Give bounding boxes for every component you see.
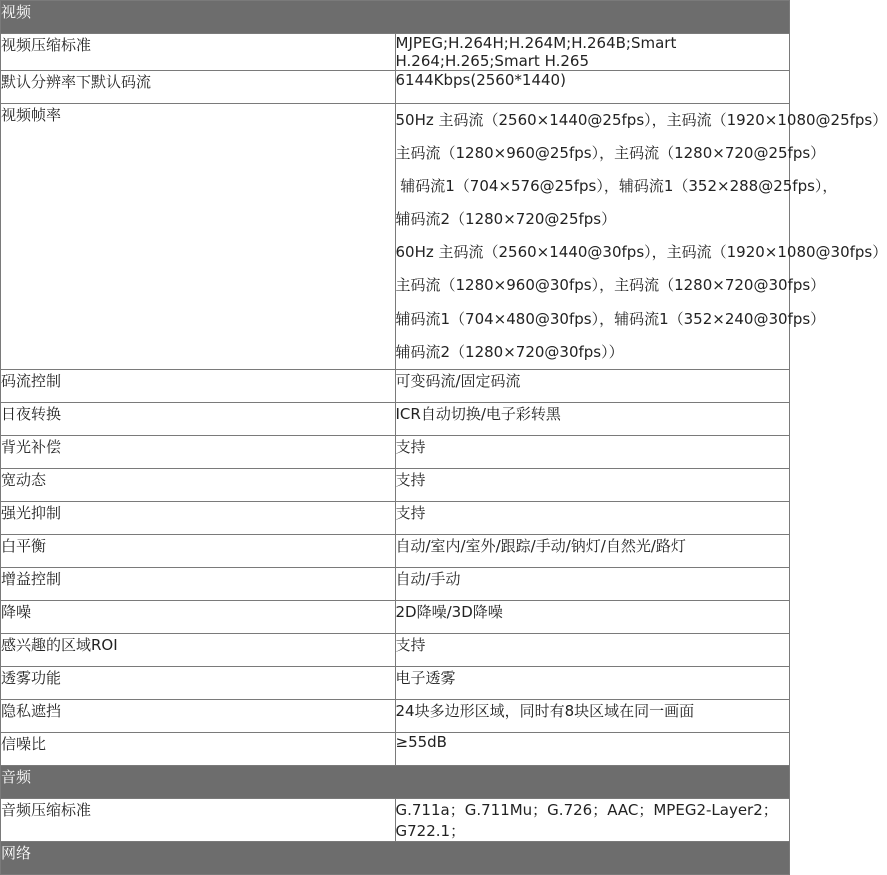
table-row: [1, 600, 790, 633]
row-value: 可变码流/固定码流: [395, 369, 790, 402]
section-title: 音频: [1, 765, 790, 798]
table-row: [1, 699, 790, 732]
table-row: [1, 468, 790, 501]
section-title: 视频: [1, 1, 790, 34]
row-label: 日夜转换: [1, 402, 396, 435]
value-line: 主码流（1280×960@25fps），主码流（1280×720@25fps）: [395, 144, 826, 163]
table-row: [1, 666, 790, 699]
value-line: 辅码流2（1280×720@25fps）: [395, 210, 617, 229]
row-value: 自动/手动: [395, 567, 790, 600]
table-row: [1, 633, 790, 666]
row-value-multiline: [395, 104, 887, 370]
section-header-network: [1, 841, 790, 874]
row-label: 增益控制: [1, 567, 396, 600]
row-value: ICR自动切换/电子彩转黑: [395, 402, 790, 435]
row-value: 自动/室内/室外/跟踪/手动/钠灯/自然光/路灯: [395, 534, 790, 567]
row-label: 背光补偿: [1, 435, 396, 468]
table-row: [1, 732, 790, 765]
table-row-frame-rate: [1, 104, 790, 370]
row-label: 视频帧率: [1, 104, 396, 370]
row-label: 透雾功能: [1, 666, 396, 699]
row-label: 宽动态: [1, 468, 396, 501]
row-value: 6144Kbps(2560*1440): [395, 71, 790, 104]
row-label: 信噪比: [1, 732, 396, 765]
row-value: MJPEG;H.264H;H.264M;H.264B;Smart H.264;H.265;Smart H.265: [395, 34, 790, 71]
table-row: [1, 71, 790, 104]
section-title: 网络: [1, 841, 790, 874]
value-line: 辅码流1（704×480@30fps），辅码流1（352×240@30fps）: [395, 309, 826, 328]
value-line: 辅码流1（704×576@25fps），辅码流1（352×288@25fps），: [395, 177, 838, 196]
row-label: 降噪: [1, 600, 396, 633]
row-value: 24块多边形区域，同时有8块区域在同一画面: [395, 699, 790, 732]
row-value: 电子透雾: [395, 666, 790, 699]
table-row: [1, 34, 790, 71]
row-label: 白平衡: [1, 534, 396, 567]
table-row: [1, 435, 790, 468]
row-label: 强光抑制: [1, 501, 396, 534]
row-value: 支持: [395, 633, 790, 666]
row-label: 码流控制: [1, 369, 396, 402]
row-value: 支持: [395, 435, 790, 468]
section-header-video: [1, 1, 790, 34]
value-line: 主码流（1280×960@30fps），主码流（1280×720@30fps）: [395, 276, 826, 295]
row-value: 支持: [395, 468, 790, 501]
row-label: 隐私遮挡: [1, 699, 396, 732]
table-row: [1, 402, 790, 435]
value-line: 60Hz 主码流（2560×1440@30fps），主码流（1920×1080@30fps）: [395, 243, 887, 262]
row-value: 2D降噪/3D降噪: [395, 600, 790, 633]
row-label: 视频压缩标准: [1, 34, 396, 71]
section-header-audio: [1, 765, 790, 798]
value-line: 50Hz 主码流（2560×1440@25fps），主码流（1920×1080@25fps）: [395, 111, 887, 129]
row-label: 默认分辨率下默认码流: [1, 71, 396, 104]
table-row: [1, 567, 790, 600]
table-row: [1, 501, 790, 534]
table-row: [1, 369, 790, 402]
row-label: 感兴趣的区域ROI: [1, 633, 396, 666]
row-value: ≥55dB: [395, 732, 790, 765]
table-row: [1, 798, 790, 841]
row-value: G.711a；G.711Mu；G.726；AAC；MPEG2-Layer2；G722.1；: [395, 798, 790, 841]
row-value: 支持: [395, 501, 790, 534]
row-label: 音频压缩标准: [1, 798, 396, 841]
value-line: 辅码流2（1280×720@30fps））: [395, 342, 624, 361]
table-row: [1, 534, 790, 567]
